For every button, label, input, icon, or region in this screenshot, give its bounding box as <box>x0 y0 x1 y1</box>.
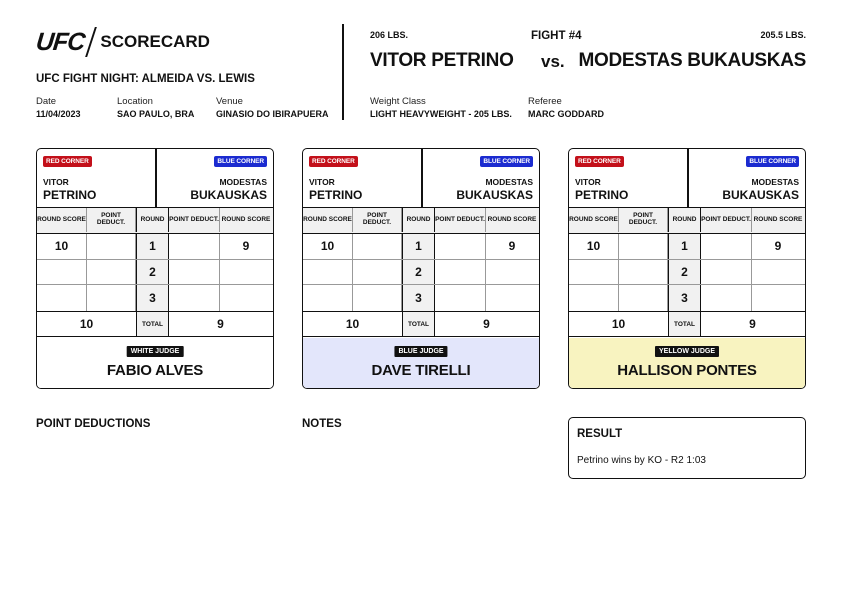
blue-total-score: 9 <box>483 317 490 331</box>
blue-first-name: MODESTAS <box>219 177 267 187</box>
result-text: Petrino wins by KO - R2 1:03 <box>577 455 706 466</box>
fighter-names-header <box>303 149 539 208</box>
blue-round-score[interactable]: 9 <box>508 239 516 254</box>
blue-round-score-header: ROUND SCORE <box>221 215 271 223</box>
red-first-name: VITOR <box>309 177 335 187</box>
blue-point-deduct[interactable] <box>701 234 752 259</box>
red-point-deduct[interactable] <box>353 260 402 285</box>
blue-point-deduct[interactable] <box>169 285 220 311</box>
round-header: ROUND <box>402 208 435 232</box>
round-number: 2 <box>402 260 435 285</box>
round-number: 3 <box>136 285 169 311</box>
scorecard <box>302 148 540 389</box>
red-fighter-weight: 206 LBS. <box>370 30 409 40</box>
red-round-score-header: ROUND SCORE <box>37 208 87 232</box>
round-number: 1 <box>668 234 701 259</box>
notes-title: NOTES <box>302 418 342 430</box>
names-divider <box>421 149 423 208</box>
blue-last-name: BUKAUSKAS <box>722 188 799 202</box>
blue-round-score[interactable] <box>220 285 272 311</box>
round-row <box>37 285 273 311</box>
red-round-score[interactable] <box>37 285 87 311</box>
location-label: Location <box>117 96 153 107</box>
red-point-deduct[interactable] <box>619 234 668 259</box>
judge-label-badge: YELLOW JUDGE <box>655 346 719 357</box>
venue-label: Venue <box>216 96 243 107</box>
red-last-name: PETRINO <box>309 188 363 202</box>
judge-label-badge: BLUE JUDGE <box>394 346 447 357</box>
blue-round-score[interactable]: 9 <box>774 239 782 254</box>
fight-number: FIGHT #4 <box>531 30 582 42</box>
ufc-logo <box>36 26 210 58</box>
round-header: ROUND <box>136 208 169 232</box>
ufc-logo-text: UFC <box>34 27 86 56</box>
total-row <box>569 311 805 337</box>
blue-round-score[interactable] <box>486 260 538 285</box>
blue-total-score: 9 <box>217 317 224 331</box>
total-row <box>37 311 273 337</box>
blue-fighter-name: MODESTAS BUKAUSKAS <box>578 50 806 71</box>
blue-point-deduct[interactable] <box>169 234 220 259</box>
red-point-deduct[interactable] <box>353 285 402 311</box>
location-value: SAO PAULO, BRA <box>117 109 195 119</box>
red-round-score[interactable]: 10 <box>569 234 619 259</box>
blue-point-deduct[interactable] <box>701 260 752 285</box>
blue-first-name: MODESTAS <box>485 177 533 187</box>
round-number: 3 <box>668 285 701 311</box>
round-number: 2 <box>136 260 169 285</box>
blue-round-score[interactable] <box>752 260 804 285</box>
blue-fighter-weight: 205.5 LBS. <box>760 30 806 40</box>
blue-first-name: MODESTAS <box>751 177 799 187</box>
score-column-headers <box>303 208 539 234</box>
red-total-score: 10 <box>79 317 94 331</box>
round-header: ROUND <box>668 208 701 232</box>
red-point-deduct-header: POINT DEDUCT. <box>87 208 136 232</box>
red-point-deduct[interactable] <box>619 285 668 311</box>
judge-label-badge: WHITE JUDGE <box>127 346 184 357</box>
round-number: 1 <box>136 234 169 259</box>
red-point-deduct[interactable] <box>87 285 136 311</box>
blue-corner-badge: BLUE CORNER <box>746 156 799 167</box>
judge-block <box>569 338 805 389</box>
red-point-deduct-header: POINT DEDUCT. <box>619 208 668 232</box>
judge-name: HALLISON PONTES <box>617 362 757 379</box>
red-last-name: PETRINO <box>575 188 629 202</box>
result-title: RESULT <box>577 428 623 440</box>
red-round-score[interactable] <box>303 260 353 285</box>
date-value: 11/04/2023 <box>36 109 81 119</box>
judge-name: DAVE TIRELLI <box>371 362 471 379</box>
point-deductions-title: POINT DEDUCTIONS <box>36 418 151 430</box>
blue-round-score-header: ROUND SCORE <box>753 215 803 223</box>
red-total-score: 10 <box>611 317 626 331</box>
red-fighter-name: VITOR PETRINO <box>370 50 514 71</box>
fighter-names-header <box>37 149 273 208</box>
red-corner-badge: RED CORNER <box>43 156 92 167</box>
judge-name: FABIO ALVES <box>106 362 204 379</box>
scorecard-title: SCORECARD <box>100 32 210 51</box>
blue-point-deduct-header: POINT DEDUCT. <box>701 208 752 232</box>
date-label: Date <box>36 96 57 107</box>
red-point-deduct[interactable] <box>87 234 136 259</box>
venue-value: GINASIO DO IBIRAPUERA <box>216 109 329 119</box>
weight-class-label: Weight Class <box>370 96 426 107</box>
red-round-score-header: ROUND SCORE <box>569 208 619 232</box>
total-label: TOTAL <box>136 312 169 336</box>
blue-round-score[interactable] <box>486 285 538 311</box>
total-label: TOTAL <box>668 312 701 336</box>
blue-point-deduct[interactable] <box>435 260 486 285</box>
red-corner-badge: RED CORNER <box>575 156 624 167</box>
referee-label: Referee <box>528 96 562 107</box>
red-point-deduct[interactable] <box>353 234 402 259</box>
round-number: 1 <box>402 234 435 259</box>
blue-round-score-header: ROUND SCORE <box>487 215 537 223</box>
round-row <box>303 234 539 260</box>
blue-round-score[interactable]: 9 <box>242 239 250 254</box>
result-box <box>568 417 806 479</box>
red-point-deduct[interactable] <box>87 260 136 285</box>
blue-point-deduct[interactable] <box>435 234 486 259</box>
blue-point-deduct[interactable] <box>435 285 486 311</box>
red-round-score[interactable] <box>37 260 87 285</box>
red-first-name: VITOR <box>575 177 601 187</box>
red-round-score[interactable]: 10 <box>303 234 353 259</box>
red-round-score[interactable]: 10 <box>37 234 87 259</box>
round-number: 2 <box>668 260 701 285</box>
names-divider <box>155 149 157 208</box>
total-label: TOTAL <box>402 312 435 336</box>
fighter-names-header <box>569 149 805 208</box>
red-round-score-header: ROUND SCORE <box>303 208 353 232</box>
blue-point-deduct-header: POINT DEDUCT. <box>435 208 486 232</box>
logo-divider <box>86 27 98 57</box>
names-divider <box>687 149 689 208</box>
blue-corner-badge: BLUE CORNER <box>480 156 533 167</box>
scorecard <box>36 148 274 389</box>
versus-label: vs. <box>541 52 565 71</box>
round-row <box>569 285 805 311</box>
round-row <box>569 260 805 286</box>
weight-class-value: LIGHT HEAVYWEIGHT - 205 LBS. <box>370 109 512 119</box>
red-first-name: VITOR <box>43 177 69 187</box>
header-divider <box>342 24 344 120</box>
red-last-name: PETRINO <box>43 188 97 202</box>
round-number: 3 <box>402 285 435 311</box>
judge-block <box>37 338 273 389</box>
event-title: UFC FIGHT NIGHT: ALMEIDA VS. LEWIS <box>36 73 255 85</box>
red-point-deduct-header: POINT DEDUCT. <box>353 208 402 232</box>
round-row <box>303 285 539 311</box>
blue-round-score[interactable] <box>220 260 272 285</box>
blue-round-score[interactable] <box>752 285 804 311</box>
score-column-headers <box>37 208 273 234</box>
total-row <box>303 311 539 337</box>
red-total-score: 10 <box>345 317 360 331</box>
blue-point-deduct[interactable] <box>169 260 220 285</box>
blue-point-deduct-header: POINT DEDUCT. <box>169 208 220 232</box>
round-row <box>569 234 805 260</box>
red-round-score[interactable] <box>569 260 619 285</box>
round-row <box>37 234 273 260</box>
red-round-score[interactable] <box>569 285 619 311</box>
judge-block <box>303 338 539 389</box>
blue-last-name: BUKAUSKAS <box>190 188 267 202</box>
blue-corner-badge: BLUE CORNER <box>214 156 267 167</box>
blue-last-name: BUKAUSKAS <box>456 188 533 202</box>
round-row <box>303 260 539 286</box>
red-point-deduct[interactable] <box>619 260 668 285</box>
blue-point-deduct[interactable] <box>701 285 752 311</box>
blue-total-score: 9 <box>749 317 756 331</box>
round-row <box>37 260 273 286</box>
score-column-headers <box>569 208 805 234</box>
red-round-score[interactable] <box>303 285 353 311</box>
red-corner-badge: RED CORNER <box>309 156 358 167</box>
referee-value: MARC GODDARD <box>528 109 604 119</box>
scorecard <box>568 148 806 389</box>
